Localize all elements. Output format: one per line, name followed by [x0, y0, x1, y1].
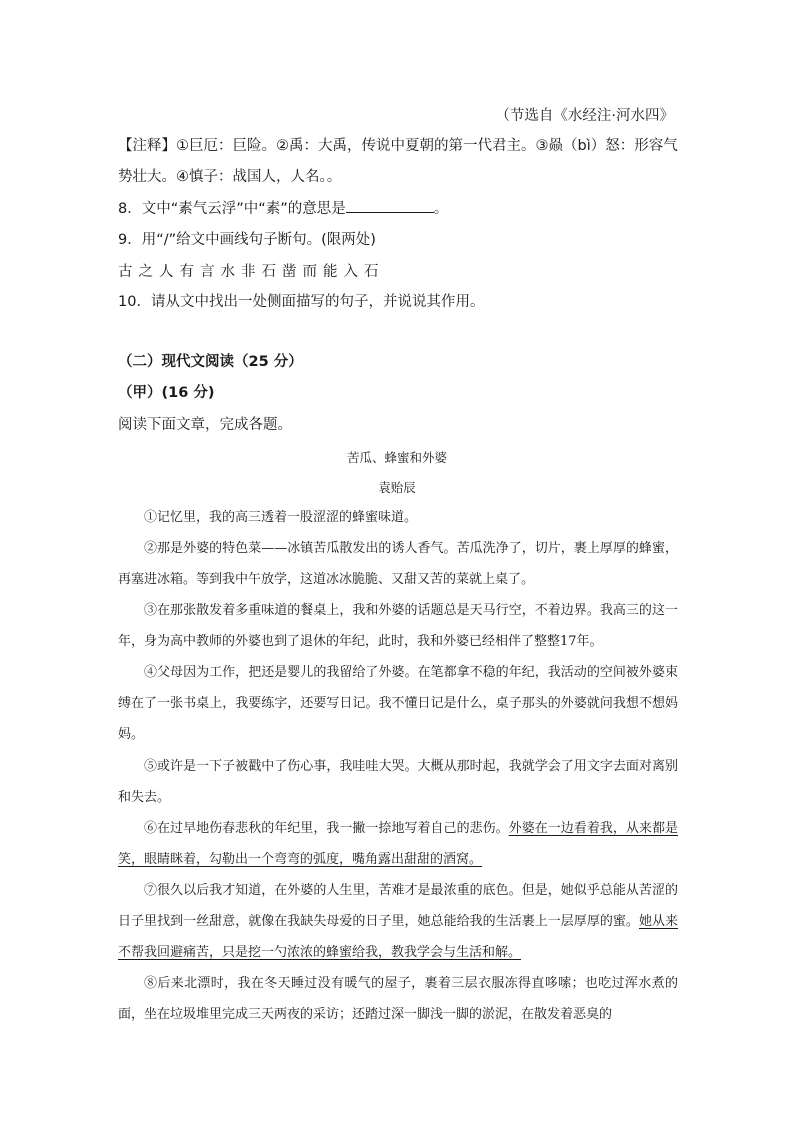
paragraph-6	[118, 813, 678, 875]
paragraph-4: ④父母因为工作，把还是婴儿的我留给了外婆。在笔都拿不稳的年纪，我活动的空间被外婆束缚在了一张书桌上，我要练字，还要写日记。我不懂日记是什么，桌子那头的外婆就问我想不想妈妈。	[118, 665, 678, 742]
annotation-line-1: 【注释】①巨厄：巨险。②禹：大禹，传说中夏朝的第一代君主。③赑（bì）怒：形容气	[118, 138, 678, 154]
article-author: 袁贻辰	[378, 480, 416, 495]
paragraph-3: ③在那张散发着多重味道的餐桌上，我和外婆的话题总是天马行空，不着边界。我高三的这一年，身为高中教师的外婆也到了退休的年纪，此时，我和外婆已经相伴了整整17年。	[118, 603, 678, 649]
question-8-end: 。	[433, 201, 449, 217]
paragraph-5: ⑤或许是一下子被戳中了伤心事，我哇哇大哭。大概从那时起，我就学会了用文字去面对离别和失去。	[118, 759, 678, 805]
paragraph-7	[118, 875, 678, 968]
answer-blank[interactable]	[346, 200, 434, 213]
article-title: 苦瓜、蜂蜜和外婆	[346, 450, 447, 465]
paragraph-6-text: ⑥在过早地伤春悲秋的年纪里，我一撇一捺地写着自己的悲伤。	[144, 821, 509, 836]
question-8	[118, 197, 448, 218]
source-citation: （节选自《水经注·河水四》	[495, 108, 674, 124]
annotation-line-2: 势壮大。④慎子：战国人，人名。。	[118, 169, 342, 185]
paragraph-7-text: ⑦很久以后我才知道，在外婆的人生里，苦难才是最浓重的底色。但是，她似乎总能从苦涩的日子里找到一丝甜意，就像在我缺失母爱的日子里，她总能给我的生活裹上一层厚厚的蜜。	[118, 883, 678, 929]
question-9: 9．用“/”给文中画线句子断句。(限两处)	[118, 232, 376, 248]
question-8-text: 8．文中“素气云浮”中“素”的意思是	[118, 201, 346, 217]
paragraph-1: ①记忆里，我的高三透着一股涩涩的蜂蜜味道。	[144, 510, 418, 525]
paragraph-7-underlined: 她从来不帮我回避痛苦，只是挖一勺浓浓的蜂蜜给我，教我学会与生活和解。	[118, 914, 678, 960]
question-9-sentence: 古之人有言水非石凿而能入石	[118, 264, 385, 280]
paragraph-6-underlined: 外婆在一边看着我，从来都是笑，眼睛眯着，勾勒出一个弯弯的弧度，嘴角露出甜甜的酒窝。	[118, 821, 678, 867]
subsection-title: （甲）(16 分)	[118, 385, 215, 401]
instruction: 阅读下面文章，完成各题。	[118, 417, 292, 433]
question-10: 10．请从文中找出一处侧面描写的句子，并说说其作用。	[118, 294, 485, 310]
paragraph-8: ⑧后来北漂时，我在冬天睡过没有暖气的屋子，裹着三层衣服冻得直哆嗦；也吃过浑水煮的面，坐在垃圾堆里完成三天两夜的采访；还踏过深一脚浅一脚的淤泥，在散发着恶臭的	[118, 976, 678, 1022]
section-title: （二）现代文阅读（25 分）	[118, 354, 303, 370]
paragraph-2: ②那是外婆的特色菜——冰镇苦瓜散发出的诱人香气。苦瓜洗净了，切片，裹上厚厚的蜂蜜，再塞进冰箱。等到我中午放学，这道冰冰脆脆、又甜又苦的菜就上桌了。	[118, 541, 678, 587]
